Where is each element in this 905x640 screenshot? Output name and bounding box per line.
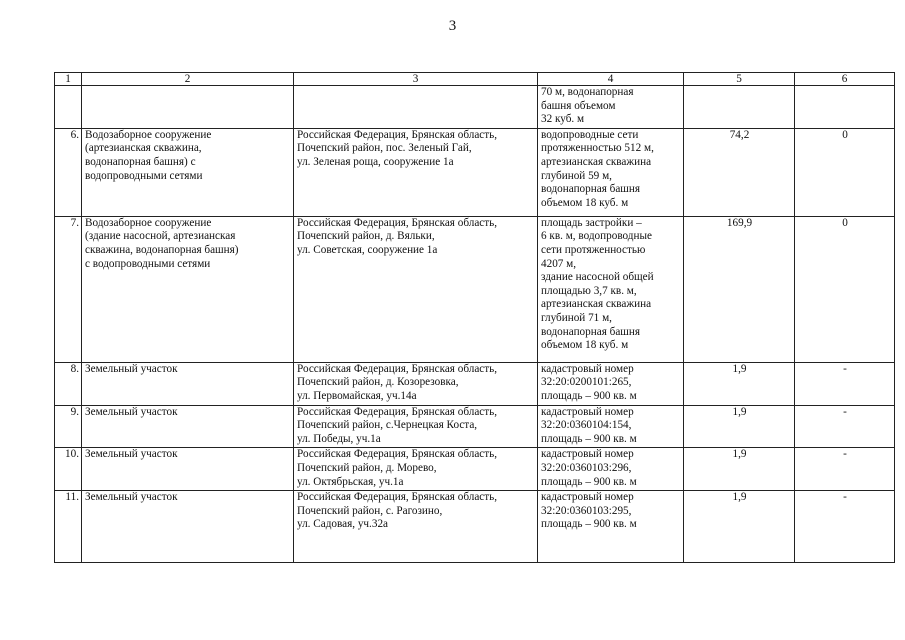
address-cell <box>294 216 538 362</box>
row-number-cell: 8. <box>55 362 82 405</box>
description-cell <box>538 216 684 362</box>
column-header: 3 <box>294 73 538 86</box>
description-line: 6 кв. м, водопроводные <box>541 230 652 243</box>
address-cell <box>294 448 538 491</box>
name-line: Земельный участок <box>85 448 178 461</box>
name-line: Земельный участок <box>85 491 178 504</box>
name-line: Земельный участок <box>85 362 178 375</box>
description-line: площадь – 900 кв. м <box>541 475 637 488</box>
address-line: Почепский район, д. Вяльки, <box>297 230 435 243</box>
description-line: водопроводные сети <box>541 128 639 141</box>
description-line: кадастровый номер <box>541 362 634 375</box>
address-line: Российская Федерация, Брянская область, <box>297 216 498 229</box>
address-line: Российская Федерация, Брянская область, <box>297 448 498 461</box>
address-cell <box>294 362 538 405</box>
description-line: глубиной 59 м, <box>541 169 612 182</box>
address-cell <box>294 128 538 216</box>
description-line: площадь – 900 кв. м <box>541 389 637 402</box>
description-cell <box>538 405 684 448</box>
address-line: ул. Октябрьская, уч.1а <box>297 475 404 488</box>
object-name-cell <box>82 491 294 563</box>
address-line: Российская Федерация, Брянская область, <box>297 362 498 375</box>
description-line: площадь – 900 кв. м <box>541 518 637 531</box>
value-cell: 1,9 <box>684 362 795 405</box>
table-row <box>55 448 895 491</box>
row-number-cell <box>55 86 82 129</box>
description-line: водонапорная башня <box>541 183 641 196</box>
row-number-cell: 9. <box>55 405 82 448</box>
value-cell: 1,9 <box>684 448 795 491</box>
name-line: скважина, водонапорная башня) <box>85 243 239 256</box>
address-line: Почепский район, д. Козорезовка, <box>297 376 459 389</box>
description-line: кадастровый номер <box>541 491 634 504</box>
column-header: 6 <box>795 73 895 86</box>
table-row <box>55 362 895 405</box>
description-line: башня объемом <box>541 99 616 112</box>
address-line: ул. Садовая, уч.32а <box>297 518 389 531</box>
address-cell <box>294 86 538 129</box>
description-cell <box>538 491 684 563</box>
value-cell <box>684 86 795 129</box>
address-line: Почепский район, пос. Зеленый Гай, <box>297 142 472 155</box>
description-line: площадью 3,7 кв. м, <box>541 284 637 297</box>
row-number-cell: 6. <box>55 128 82 216</box>
value-cell: 1,9 <box>684 405 795 448</box>
row-number-cell: 10. <box>55 448 82 491</box>
description-line: 70 м, водонапорная <box>541 86 634 98</box>
description-line: кадастровый номер <box>541 448 634 461</box>
extra-cell: - <box>795 491 895 563</box>
description-line: сети протяженностью <box>541 243 646 256</box>
value-cell: 1,9 <box>684 491 795 563</box>
description-line: площадь – 900 кв. м <box>541 432 637 445</box>
description-line: 32:20:0200101:265, <box>541 376 632 389</box>
extra-cell <box>795 86 895 129</box>
page-number: 3 <box>448 18 457 34</box>
description-line: 32 куб. м <box>541 113 585 126</box>
row-number-cell: 11. <box>55 491 82 563</box>
description-line: водонапорная башня <box>541 325 641 338</box>
table-row <box>55 491 895 563</box>
column-header: 2 <box>82 73 294 86</box>
description-line: 32:20:0360104:154, <box>541 419 632 432</box>
description-line: здание насосной общей <box>541 271 654 284</box>
table-row <box>55 128 895 216</box>
name-line: с водопроводными сетями <box>85 257 211 270</box>
name-line: (здание насосной, артезианская <box>85 230 236 243</box>
value-cell: 169,9 <box>684 216 795 362</box>
description-cell <box>538 362 684 405</box>
name-line: водопроводными сетями <box>85 169 203 182</box>
description-line: объемом 18 куб. м <box>541 339 629 352</box>
extra-cell: 0 <box>795 128 895 216</box>
continuation-row <box>55 86 895 129</box>
extra-cell: 0 <box>795 216 895 362</box>
address-line: Российская Федерация, Брянская область, <box>297 128 498 141</box>
name-line: Водозаборное сооружение <box>85 216 212 229</box>
table-row <box>55 216 895 362</box>
column-number-header-row <box>55 73 895 86</box>
name-line: (артезианская скважина, <box>85 142 202 155</box>
column-header: 4 <box>538 73 684 86</box>
object-name-cell <box>82 216 294 362</box>
description-cell <box>538 86 684 129</box>
description-line: кадастровый номер <box>541 405 634 418</box>
address-cell <box>294 491 538 563</box>
description-line: 32:20:0360103:295, <box>541 504 632 517</box>
column-header: 5 <box>684 73 795 86</box>
property-registry-table <box>54 72 895 563</box>
extra-cell: - <box>795 362 895 405</box>
description-line: глубиной 71 м, <box>541 311 612 324</box>
description-line: протяженностью 512 м, <box>541 142 654 155</box>
description-line: площадь застройки – <box>541 216 642 229</box>
description-line: объемом 18 куб. м <box>541 196 629 209</box>
object-name-cell <box>82 448 294 491</box>
object-name-cell <box>82 405 294 448</box>
name-line: Земельный участок <box>85 405 178 418</box>
address-line: ул. Советская, сооружение 1а <box>297 243 438 256</box>
address-line: ул. Первомайская, уч.14а <box>297 389 417 402</box>
description-line: 4207 м, <box>541 257 577 270</box>
address-line: Почепский район, с.Чернецкая Коста, <box>297 419 478 432</box>
column-header: 1 <box>55 73 82 86</box>
address-line: Российская Федерация, Брянская область, <box>297 405 498 418</box>
description-cell <box>538 128 684 216</box>
description-line: артезианская скважина <box>541 298 652 311</box>
extra-cell: - <box>795 448 895 491</box>
description-cell <box>538 448 684 491</box>
address-line: ул. Зеленая роща, сооружение 1а <box>297 155 454 168</box>
address-line: ул. Победы, уч.1а <box>297 432 381 445</box>
address-line: Российская Федерация, Брянская область, <box>297 491 498 504</box>
row-number-cell: 7. <box>55 216 82 362</box>
address-cell <box>294 405 538 448</box>
name-line: Водозаборное сооружение <box>85 128 212 141</box>
object-name-cell <box>82 128 294 216</box>
description-line: 32:20:0360103:296, <box>541 461 632 474</box>
address-line: Почепский район, д. Морево, <box>297 461 437 474</box>
description-line: артезианская скважина <box>541 155 652 168</box>
value-cell: 74,2 <box>684 128 795 216</box>
extra-cell: - <box>795 405 895 448</box>
table-row <box>55 405 895 448</box>
object-name-cell <box>82 86 294 129</box>
object-name-cell <box>82 362 294 405</box>
address-line: Почепский район, с. Рагозино, <box>297 504 443 517</box>
name-line: водонапорная башня) с <box>85 155 196 168</box>
